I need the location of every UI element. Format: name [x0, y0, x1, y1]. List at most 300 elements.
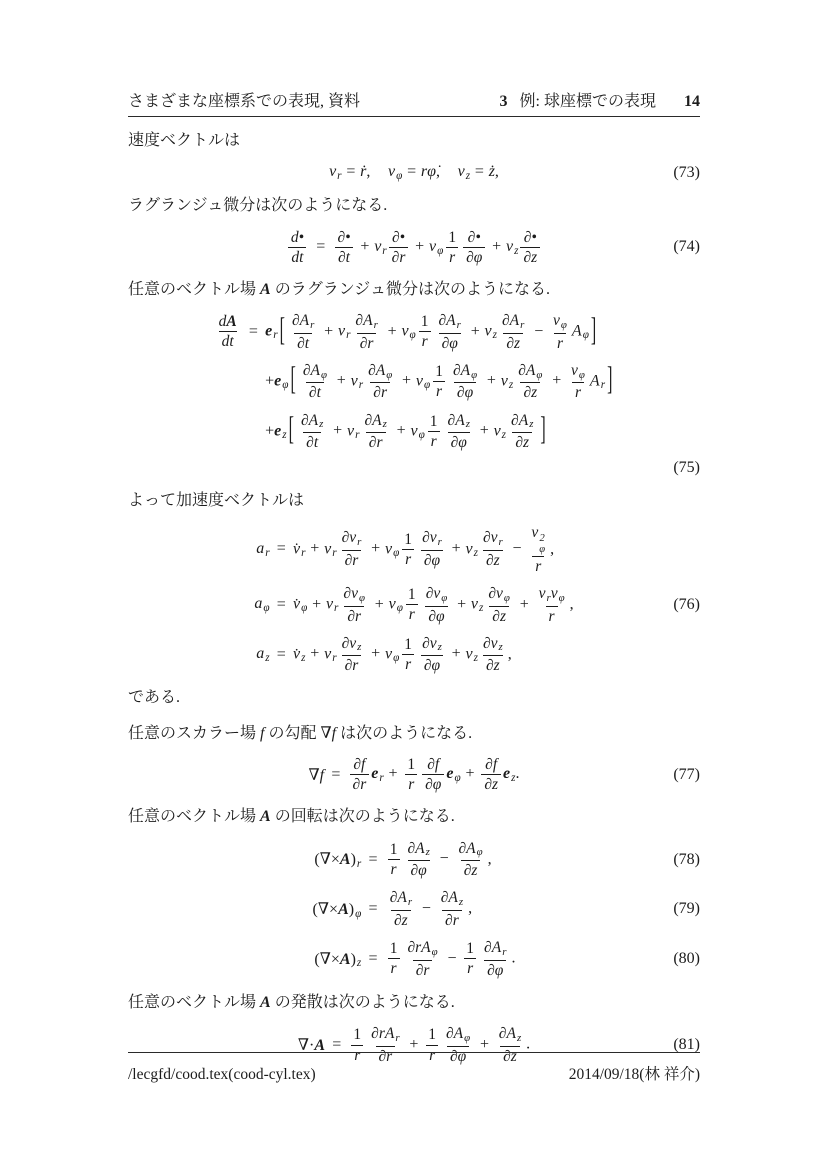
math-subscript: z [514, 244, 519, 257]
math-token: ∂v [482, 634, 498, 652]
math-token: ∇· [297, 1037, 315, 1055]
math-token: v [500, 372, 508, 390]
math-subscript: z [319, 418, 324, 431]
math-vector: e [274, 372, 282, 390]
math-token: r [405, 550, 412, 568]
text-run: 任意のスカラー場 [128, 724, 261, 742]
math-token: v [388, 595, 396, 613]
math-token: d• [290, 228, 305, 246]
fraction [536, 585, 568, 625]
math-token: ∇ [308, 766, 320, 784]
paragraph-acceleration-intro [128, 490, 700, 512]
text-run: 速度ベクトルは [128, 132, 241, 149]
math-operator: + [336, 372, 346, 390]
fraction [419, 529, 445, 569]
math-subscript: z [501, 428, 507, 441]
math-token: 1 [407, 586, 416, 604]
math-operator: = [407, 163, 417, 181]
equation-74 [128, 229, 700, 266]
math-token: v̇ [293, 645, 301, 663]
equation-73 [128, 163, 700, 182]
math-subscript: z [356, 957, 362, 970]
math-token: 1 [404, 635, 413, 653]
fraction [401, 636, 415, 673]
fraction [339, 635, 365, 675]
math-vector: e [265, 322, 273, 340]
math-token: ∂φ [450, 434, 467, 452]
fraction [520, 229, 540, 266]
math-token: ∂r [344, 552, 359, 570]
right-bracket: ] [540, 412, 546, 448]
math-operator: − [421, 899, 431, 917]
math-subscript: z [425, 846, 430, 859]
header-title: さまざまな座標系での表現, 資料 [128, 93, 361, 110]
paragraph-dearu [128, 687, 700, 709]
math-subscript: φ [441, 591, 448, 604]
footer-source-path: /lecgfd/cood.tex(cood-cyl.tex) [128, 1066, 316, 1083]
math-token: ∂φ [449, 1047, 467, 1065]
math-token: ∂r [352, 776, 367, 794]
page-footer [128, 1052, 700, 1084]
math-token: 1 [429, 412, 438, 430]
math-token: v [429, 237, 437, 255]
math-token: r [390, 960, 397, 978]
math-punct: , [436, 163, 440, 181]
math-subscript: φ [464, 1031, 471, 1044]
math-token: ∂A [511, 411, 529, 429]
math-token: ∂r [344, 657, 359, 675]
math-token: A [589, 372, 600, 390]
fraction [455, 840, 485, 880]
math-subscript: φ [282, 379, 289, 392]
math-token: ∂A [452, 361, 471, 379]
math-subscript: r [546, 591, 551, 604]
equation-grid: ∇f = $\frac{\partial f}{\partial r}$ er + $\frac{1}{r}$ $\frac{\partial f}{\partial\varphi}$ eφ + $\frac{\partial f}{\partial z}$ ez. (77) [308, 756, 700, 794]
math-token: + [265, 372, 275, 390]
math-subscript: z [458, 896, 464, 909]
math-operator: + [374, 595, 384, 613]
math-token: ∂v [488, 585, 503, 602]
math-subscript: r [456, 318, 461, 331]
math-vector: A [260, 280, 271, 298]
paragraph-vector-lagrange-intro [128, 279, 700, 301]
math-vector: A [314, 1037, 325, 1055]
header-rule [128, 116, 700, 117]
math-token: r [535, 557, 542, 575]
math-subscript: φ [393, 546, 400, 559]
math-token: v [465, 645, 473, 663]
math-token: ∂A [291, 312, 310, 330]
math-token: 1 [466, 940, 475, 958]
math-subscript: z [357, 641, 362, 654]
math-subscript: φ [386, 368, 393, 381]
math-token: ∂r [368, 434, 383, 452]
math-token: ∂A [300, 411, 319, 429]
math-token: v [387, 163, 396, 181]
math-token: v [505, 237, 514, 255]
fraction [389, 229, 409, 266]
math-operator: + [333, 422, 343, 440]
fraction [423, 585, 451, 625]
text-run: の発散は次のようになる. [270, 993, 455, 1011]
math-token: v [325, 595, 334, 613]
header-section-title: 例: 球座標での表現 [519, 93, 656, 110]
fraction [499, 312, 527, 352]
equation-number: (79) [673, 900, 700, 918]
math-token: dt [291, 248, 304, 266]
math-subscript: r [498, 536, 503, 549]
math-token: v [329, 163, 337, 181]
fraction [480, 635, 506, 675]
fraction [401, 531, 415, 568]
math-subscript: φ [418, 428, 425, 441]
math-vector: A [339, 950, 351, 968]
fraction [361, 412, 389, 452]
math-token: ∂z [515, 434, 530, 452]
math-operator: + [409, 1035, 419, 1053]
header-section-number: 3 [499, 93, 508, 110]
fraction [404, 939, 440, 979]
math-token: ∂f [353, 756, 366, 774]
math-subscript: z [473, 546, 478, 559]
math-subscript: z [516, 1031, 522, 1044]
math-subscript: φ [431, 945, 438, 958]
math-operator: + [371, 539, 381, 557]
math-operator: = [346, 163, 356, 181]
math-operator: + [387, 322, 397, 340]
math-token: ∂• [467, 228, 481, 246]
fraction [352, 312, 380, 352]
math-vector: e [446, 765, 454, 783]
text-run: である. [128, 689, 181, 707]
math-subscript: z [465, 418, 470, 431]
math-token: ∂z [503, 1047, 517, 1065]
math-token: ∂A [355, 312, 373, 330]
math-operator: + [451, 539, 461, 557]
left-bracket: [ [279, 312, 285, 348]
math-token: ∂r [347, 607, 362, 625]
math-token: ∂r [373, 384, 388, 402]
math-token: f [319, 766, 325, 784]
math-token: v [553, 312, 560, 330]
math-token: r [408, 776, 415, 794]
fraction [485, 585, 513, 625]
math-token: r [548, 607, 555, 625]
text-run: ラグランジュ微分は次のようになる. [128, 197, 388, 215]
math-token: r [354, 1046, 361, 1064]
fraction [463, 940, 477, 977]
fraction [528, 524, 548, 575]
math-subscript: z [511, 772, 516, 785]
math-subscript: φ [558, 591, 565, 604]
fraction [481, 756, 501, 793]
math-punct: , [550, 539, 555, 557]
math-token: v [384, 645, 393, 663]
math-subscript: r [395, 1031, 400, 1044]
math-punct: . [526, 1035, 531, 1053]
math-subscript: r [437, 536, 442, 549]
math-token: ) [350, 950, 356, 968]
equation-grid: ar = v̇r + vr $\frac{\partial vr}{\partial r}$ + vφ $\frac{1}{r}$ $\frac{\partial vr}{\partial\varphi}$ + vz $\frac{\partial vr}{\partial z}$ − v 2 φ r , aφ = v̇φ + vr $\frac{\partial v\varphi}{\partial r}$ + vφ $\frac{1}{r}$ $\frac{\partial v\varphi}{\partial\varphi}$ + vz $\frac{\partial v\varphi}{\partial z}$ + vrvφ r , (76) az = v̇z + vr $\frac{\partial vz}{\partial r}$ + vφ $\frac{1}{r}$ $\frac{\partial vz}{\partial\varphi}$ + vz $\frac{\partial vz}{\partial z}$ , [254, 523, 700, 675]
math-token: ∂A [440, 889, 458, 907]
fraction [445, 229, 459, 266]
math-token: ∂v [343, 585, 358, 602]
fraction [405, 586, 419, 623]
math-token: ∂A [364, 411, 382, 429]
math-subscript: r [382, 244, 387, 257]
math-token: v̇ [293, 595, 301, 613]
math-vector: A [226, 313, 237, 331]
text-run: は次のようになる. [336, 724, 473, 742]
paragraph-gradient-intro [128, 723, 700, 745]
math-token: ∂rA [407, 939, 431, 957]
math-token: ) [348, 900, 355, 918]
equation-grid: $\frac{dA}{dt}$ = er [ $\frac{\partial Ar}{\partial t}$ + vr $\frac{\partial Ar}{\partial r}$ + vφ $\frac{1}{r}$ $\frac{\partial Ar}{\partial\varphi}$ + vz $\frac{\partial Ar}{\partial z}$ − $\frac{v\varphi}{r}$ Aφ ] +eφ [ $\frac{\partial A\varphi}{\partial t}$ + vr $\frac{\partial A\varphi}{\partial r}$ + vφ $\frac{1}{r}$ $\frac{\partial A\varphi}{\partial\varphi}$ + vz $\frac{\partial A\varphi}{\partial z}$ + $\frac{v\varphi}{r}$ Ar ] +ez [ $\frac{\partial Az}{\partial t}$ + vr $\frac{\partial Az}{\partial r}$ + vφ $\frac{1}{r}$ $\frac{\partial Az}{\partial\varphi}$ + vz $\frac{\partial Az}{\partial z}$ ] [128, 312, 700, 451]
paragraph-rotation-intro [128, 806, 700, 828]
math-subscript: r [407, 896, 413, 909]
math-token: v [457, 163, 465, 181]
math-subscript: z [265, 651, 270, 664]
equation-number: (73) [673, 163, 700, 181]
math-subscript: r [520, 318, 525, 331]
math-operator: + [371, 645, 381, 663]
text-run: よって加速度ベクトルは [128, 492, 305, 510]
math-vector: e [503, 765, 511, 783]
equation-76 [128, 524, 700, 675]
math-operator: + [492, 237, 502, 255]
math-subscript: φ [301, 602, 308, 615]
math-token: ∂A [498, 1025, 516, 1043]
math-token: ∂z [492, 607, 506, 625]
equation-grid [128, 163, 700, 182]
math-token: ) [350, 851, 356, 869]
math-operator: + [451, 645, 461, 663]
math-token: a [256, 645, 265, 663]
math-token: 1 [435, 363, 443, 381]
math-token: r [467, 960, 474, 978]
math-token: + [265, 422, 275, 440]
math-subscript: φ [409, 329, 416, 342]
fraction [387, 940, 401, 977]
math-token: ∂A [389, 889, 407, 907]
math-operator: + [402, 372, 412, 390]
math-token: v [324, 645, 332, 663]
math-vector: e [274, 422, 282, 440]
math-operator: + [465, 765, 475, 783]
math-subscript: r [310, 318, 315, 331]
math-token: v [324, 539, 332, 557]
fraction [418, 313, 432, 350]
math-token: r [436, 383, 443, 401]
math-operator: = [474, 163, 484, 181]
math-subscript: r [334, 602, 339, 615]
text-run: の回転は次のようになる. [270, 808, 455, 826]
math-operator: − [439, 850, 449, 868]
math-token: ∂A [502, 312, 520, 330]
math-token: ∂φ [487, 961, 504, 979]
fraction [334, 229, 353, 266]
fraction [515, 362, 545, 402]
paragraph-lagrange-intro [128, 195, 700, 217]
math-token: ∂φ [456, 384, 474, 402]
math-token: r [556, 334, 563, 352]
math-punct: , [494, 163, 499, 181]
math-token: ∂A [407, 839, 425, 857]
math-operator: + [396, 422, 406, 440]
math-token: ∂v [341, 529, 357, 547]
math-operator: + [470, 322, 480, 340]
text-run: 任意のベクトル場 [128, 808, 261, 826]
fraction [387, 841, 401, 878]
right-bracket: ] [607, 362, 613, 398]
math-token: ∂z [484, 776, 499, 794]
math-punct: , [487, 850, 492, 868]
math-token: ∂z [485, 552, 500, 570]
fraction [450, 362, 480, 402]
math-token: ∂r [391, 248, 406, 266]
equation-number: (77) [673, 765, 700, 783]
math-token: ∂z [523, 384, 538, 402]
math-subscript: φ [263, 602, 270, 615]
footer-rule [128, 1052, 700, 1053]
math-token: ∂• [337, 228, 351, 246]
math-token: (∇× [312, 900, 339, 918]
math-token: (∇× [314, 950, 340, 968]
math-token: v [531, 523, 539, 541]
math-token: ∂v [422, 634, 437, 652]
math-punct: . [515, 765, 520, 783]
fraction [508, 412, 536, 452]
page-header [128, 88, 700, 111]
fraction [365, 362, 395, 402]
equation-number: (75) [673, 459, 700, 477]
math-punct: , [507, 645, 512, 663]
fraction [480, 529, 506, 569]
math-token: v [415, 372, 423, 390]
math-token: ∂v [425, 585, 441, 602]
math-token: ∂z [485, 657, 500, 675]
fraction [288, 229, 307, 266]
math-punct: , [366, 163, 371, 181]
math-subscript: φ [582, 329, 589, 342]
math-token: ∂t [338, 248, 350, 266]
math-token: v [401, 322, 409, 340]
math-vector: A [338, 900, 349, 918]
math-token: ∂z [523, 248, 538, 266]
math-token: 1 [420, 313, 429, 331]
fraction [436, 312, 464, 352]
math-punct: , [468, 899, 473, 917]
fraction [404, 840, 432, 880]
math-token: v [493, 422, 501, 440]
math-subscript: r [357, 536, 362, 549]
fraction [568, 362, 588, 402]
math-token: ∂φ [425, 776, 442, 794]
math-token: r [390, 861, 397, 879]
text-run: の勾配 [264, 724, 321, 742]
math-subscript: φ [396, 602, 403, 615]
math-token: r [405, 656, 412, 674]
math-token: ∂φ [466, 248, 483, 266]
fraction [289, 312, 317, 352]
fraction [481, 939, 509, 979]
math-vector: A [260, 808, 271, 826]
math-token: ∂z [394, 912, 408, 930]
math-operator: − [512, 539, 522, 557]
math-token: ∇ [320, 724, 332, 742]
math-operator: + [457, 595, 467, 613]
math-subscript: φ [454, 772, 461, 785]
fraction [422, 756, 444, 793]
footer-date-author: 2014/09/18(林 祥介) [568, 1066, 700, 1083]
math-token: ∂A [518, 361, 536, 379]
math-token: ∂t [308, 384, 321, 402]
math-operator: + [415, 237, 425, 255]
math-operator: − [534, 322, 544, 340]
equation-number: (78) [673, 850, 700, 868]
math-token: ∂t [297, 334, 310, 352]
fraction [550, 312, 570, 352]
math-token: r [408, 606, 415, 624]
fraction [445, 412, 473, 452]
math-token: f [331, 724, 337, 742]
math-subsup: 2 φ [539, 532, 546, 555]
math-subscript: z [479, 602, 484, 615]
footer-row [128, 1062, 700, 1084]
math-token: v [484, 322, 492, 340]
math-operator: + [312, 595, 322, 613]
fraction [404, 756, 418, 793]
math-token: ∂φ [441, 334, 458, 352]
math-token: f [260, 724, 265, 742]
math-token: 1 [448, 228, 457, 246]
equation-number-line [128, 459, 700, 477]
math-token: ∂• [391, 228, 406, 246]
math-subscript: φ [393, 652, 400, 665]
math-vector: A [339, 851, 351, 869]
math-subscript: r [358, 379, 364, 392]
math-token: dt [221, 333, 234, 351]
math-token: ∂r [359, 334, 374, 352]
math-subscript: z [465, 170, 471, 183]
math-token: 1 [404, 530, 413, 548]
math-token: ∂r [415, 961, 430, 979]
fraction [339, 529, 365, 569]
math-vector: A [260, 993, 271, 1011]
math-token: ∂z [506, 334, 521, 352]
math-subscript: φ [320, 368, 327, 381]
math-token: r [429, 1046, 436, 1064]
math-token: ∂A [484, 939, 502, 957]
math-subscript: z [382, 418, 387, 431]
math-token: r [449, 248, 456, 266]
math-subscript: r [273, 329, 278, 342]
math-token: v [337, 322, 346, 340]
math-token: v [346, 422, 355, 440]
math-subscript: r [379, 772, 384, 785]
math-token: rφ̇ [420, 163, 436, 181]
left-bracket: [ [288, 412, 294, 448]
math-token: ∂t [306, 434, 319, 452]
math-subscript: φ [471, 368, 478, 381]
right-bracket: ] [590, 312, 597, 348]
math-token: ∂z [463, 862, 478, 880]
math-subscript: φ [560, 318, 567, 331]
math-token: ∂r [445, 912, 459, 930]
math-subscript: z [529, 418, 534, 431]
paragraph-divergence-intro [128, 992, 700, 1014]
math-subscript: r [502, 945, 507, 958]
